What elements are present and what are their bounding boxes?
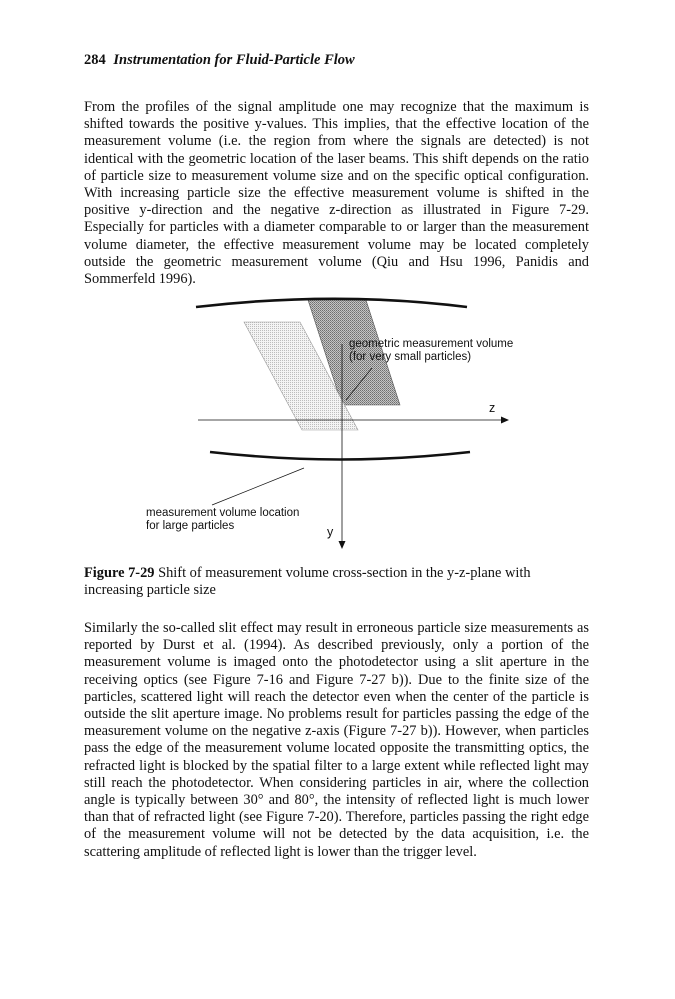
geometric-volume-label-line2: (for very small particles) xyxy=(349,351,472,363)
body-paragraph-2: Similarly the so-called slit effect may result in erroneous particle size measurements as reported by Durst et al. (1994). As described previously, only a portion of the measurement volume is imaged onto the photodetector using a slit aperture in the receiving optics (see Figure 7-16 and Figure 7-27 b)). Due to the finite size of the particles, scattered light will reach the detector even when the center of the particle is outside the slit aperture image. No problems result for particles passing the edge of the measurement volume on the negative z-axis (Figure 7-27 b)). However, when particles pass the edge of the measurement volume located opposite the transmitting optics, the refracted light is blocked by the spatial filter to a large extent while reflected light may still reach the photodetector. When considering particles in air, where the collection angle is typically between 30° and 80°, the intensity of reflected light is much lower than that of refracted light (see Figure 7-20). Therefore, particles passing the right edge of the measurement volume will not be detected by the data acquisition, i.e. the scattering amplitude of reflected light is lower than the trigger level. xyxy=(84,620,589,860)
y-axis-label: y xyxy=(327,525,334,539)
page-number: 284 xyxy=(84,52,106,68)
figure-caption xyxy=(84,565,589,599)
large-volume-label-line2: for large particles xyxy=(146,520,235,532)
caption-text: Shift of measurement volume cross-section in the y-z-plane with increasing particle size xyxy=(84,565,531,599)
z-axis-label: z xyxy=(489,401,496,415)
body-paragraph-1: From the profiles of the signal amplitude one may recognize that the maximum is shifted towards the positive y-values. This implies, that the effective location of the measurement volume (i.e. the region from where the signals are detected) is not identical with the geometric location of the laser beams. This shift depends on the ratio of particle size to measurement volume size and on the specific optical configuration. With increasing particle size the effective measurement volume is shifted in the positive y-direction and the negative z-direction as illustrated in Figure 7-29. Especially for particles with a diameter comparable to or larger than the measurement volume diameter, the effective measurement volume may be located completely outside the geometric measurement volume (Qiu and Hsu 1996, Panidis and Sommerfeld 1996). xyxy=(84,99,589,288)
geometric-volume-label-line1: geometric measurement volume xyxy=(349,338,514,350)
caption-label: Figure 7-29 xyxy=(84,565,155,581)
large-volume-label-line1: measurement volume location xyxy=(146,507,300,519)
lower-beam xyxy=(210,452,470,460)
large-volume-leader xyxy=(212,468,304,505)
running-title: Instrumentation for Fluid-Particle Flow xyxy=(113,52,355,68)
